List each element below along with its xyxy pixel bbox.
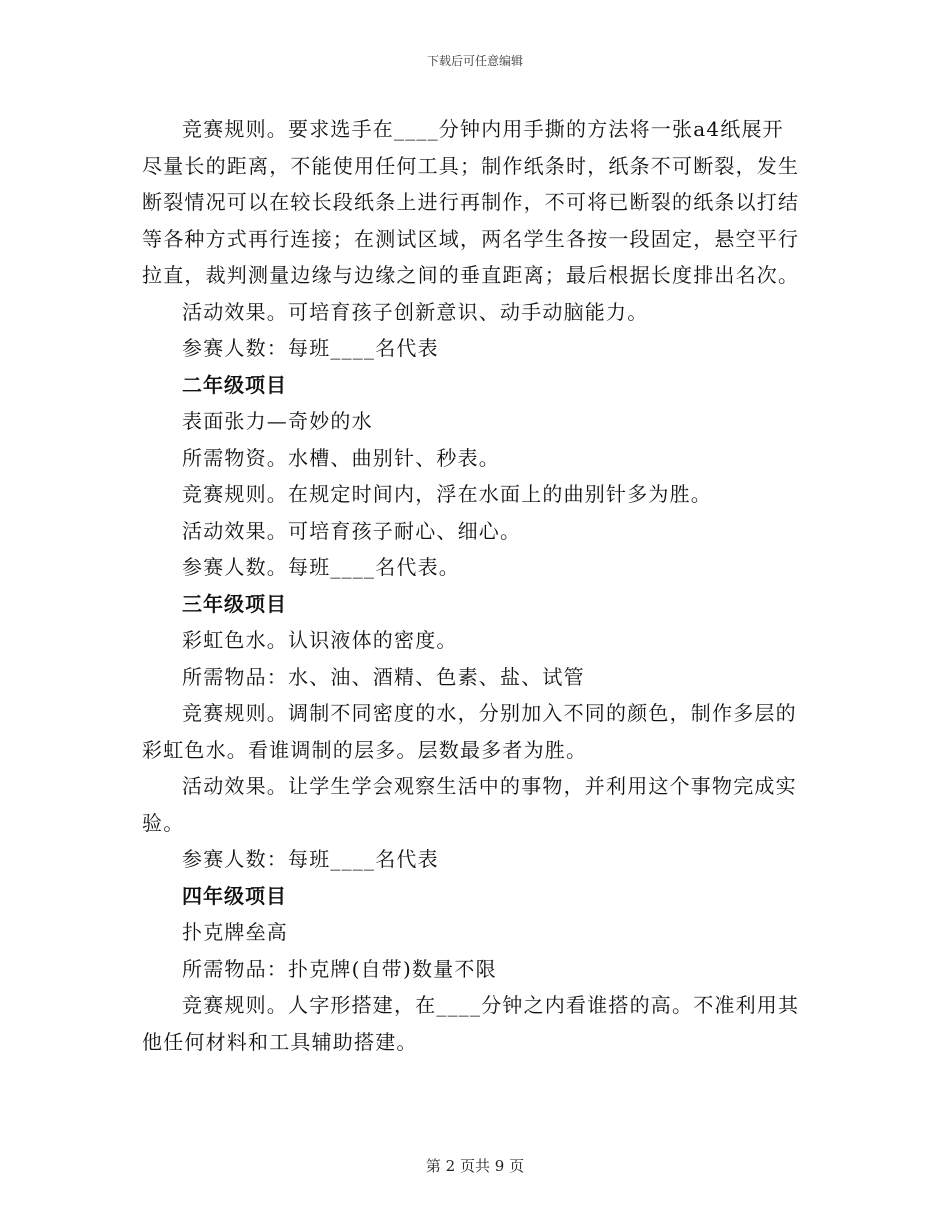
paragraph-participants-3: 参赛人数：每班____名代表 xyxy=(182,847,439,871)
paragraph-rules-paper: 竞赛规则。要求选手在____分钟内用手撕的方法将一张a4纸展开尽量长的距离，不能使用任何工具；制作纸条时，纸条不可断裂，发生断裂情况可以在较长段纸条上进行再制作，不可将已断裂的纸条以打结等各种方式再行连接；在测试区域，两名学生各按一段固定，悬空平行拉直，裁判测量边缘与边缘之间的垂直距离；最后根据长度排出名次。 xyxy=(142,117,800,287)
paragraph-participants-2: 参赛人数。每班____名代表。 xyxy=(182,555,460,579)
paragraph-effect-2: 活动效果。可培育孩子耐心、细心。 xyxy=(182,518,522,543)
paragraph-rules-4: 竞赛规则。人字形搭建，在____分钟之内看谁搭的高。不准利用其他任何材料和工具辅助搭建。 xyxy=(142,993,800,1054)
heading-grade-4: 四年级项目 xyxy=(182,883,287,908)
heading-grade-2: 二年级项目 xyxy=(182,372,287,397)
paragraph-materials-2: 所需物资。水槽、曲别针、秒表。 xyxy=(182,445,500,470)
paragraph-title-3: 彩虹色水。认识液体的密度。 xyxy=(182,628,458,652)
paragraph-materials-4: 所需物品：扑克牌(自带)数量不限 xyxy=(182,956,497,981)
paragraph-participants-1: 参赛人数：每班____名代表 xyxy=(182,336,439,360)
paragraph-materials-3: 所需物品：水、油、酒精、色素、盐、试管 xyxy=(182,664,585,689)
page-footer: 第 2 页共 9 页 xyxy=(425,1157,525,1175)
paragraph-title-2: 表面张力—奇妙的水 xyxy=(182,409,373,433)
paragraph-rules-3: 竞赛规则。调制不同密度的水，分别加入不同的颜色，制作多层的彩虹色水。看谁调制的层多。层数最多者为胜。 xyxy=(142,701,797,762)
paragraph-effect-3: 活动效果。让学生学会观察生活中的事物，并利用这个事物完成实验。 xyxy=(142,774,797,835)
page-header: 下载后可任意编辑 xyxy=(426,54,523,68)
paragraph-rules-2: 竞赛规则。在规定时间内，浮在水面上的曲别针多为胜。 xyxy=(182,482,712,506)
document-body xyxy=(142,111,802,1060)
paragraph-effect-1: 活动效果。可培育孩子创新意识、动手动脑能力。 xyxy=(182,299,649,324)
paragraph-title-4: 扑克牌垒高 xyxy=(182,920,288,944)
heading-grade-3: 三年级项目 xyxy=(182,591,287,616)
